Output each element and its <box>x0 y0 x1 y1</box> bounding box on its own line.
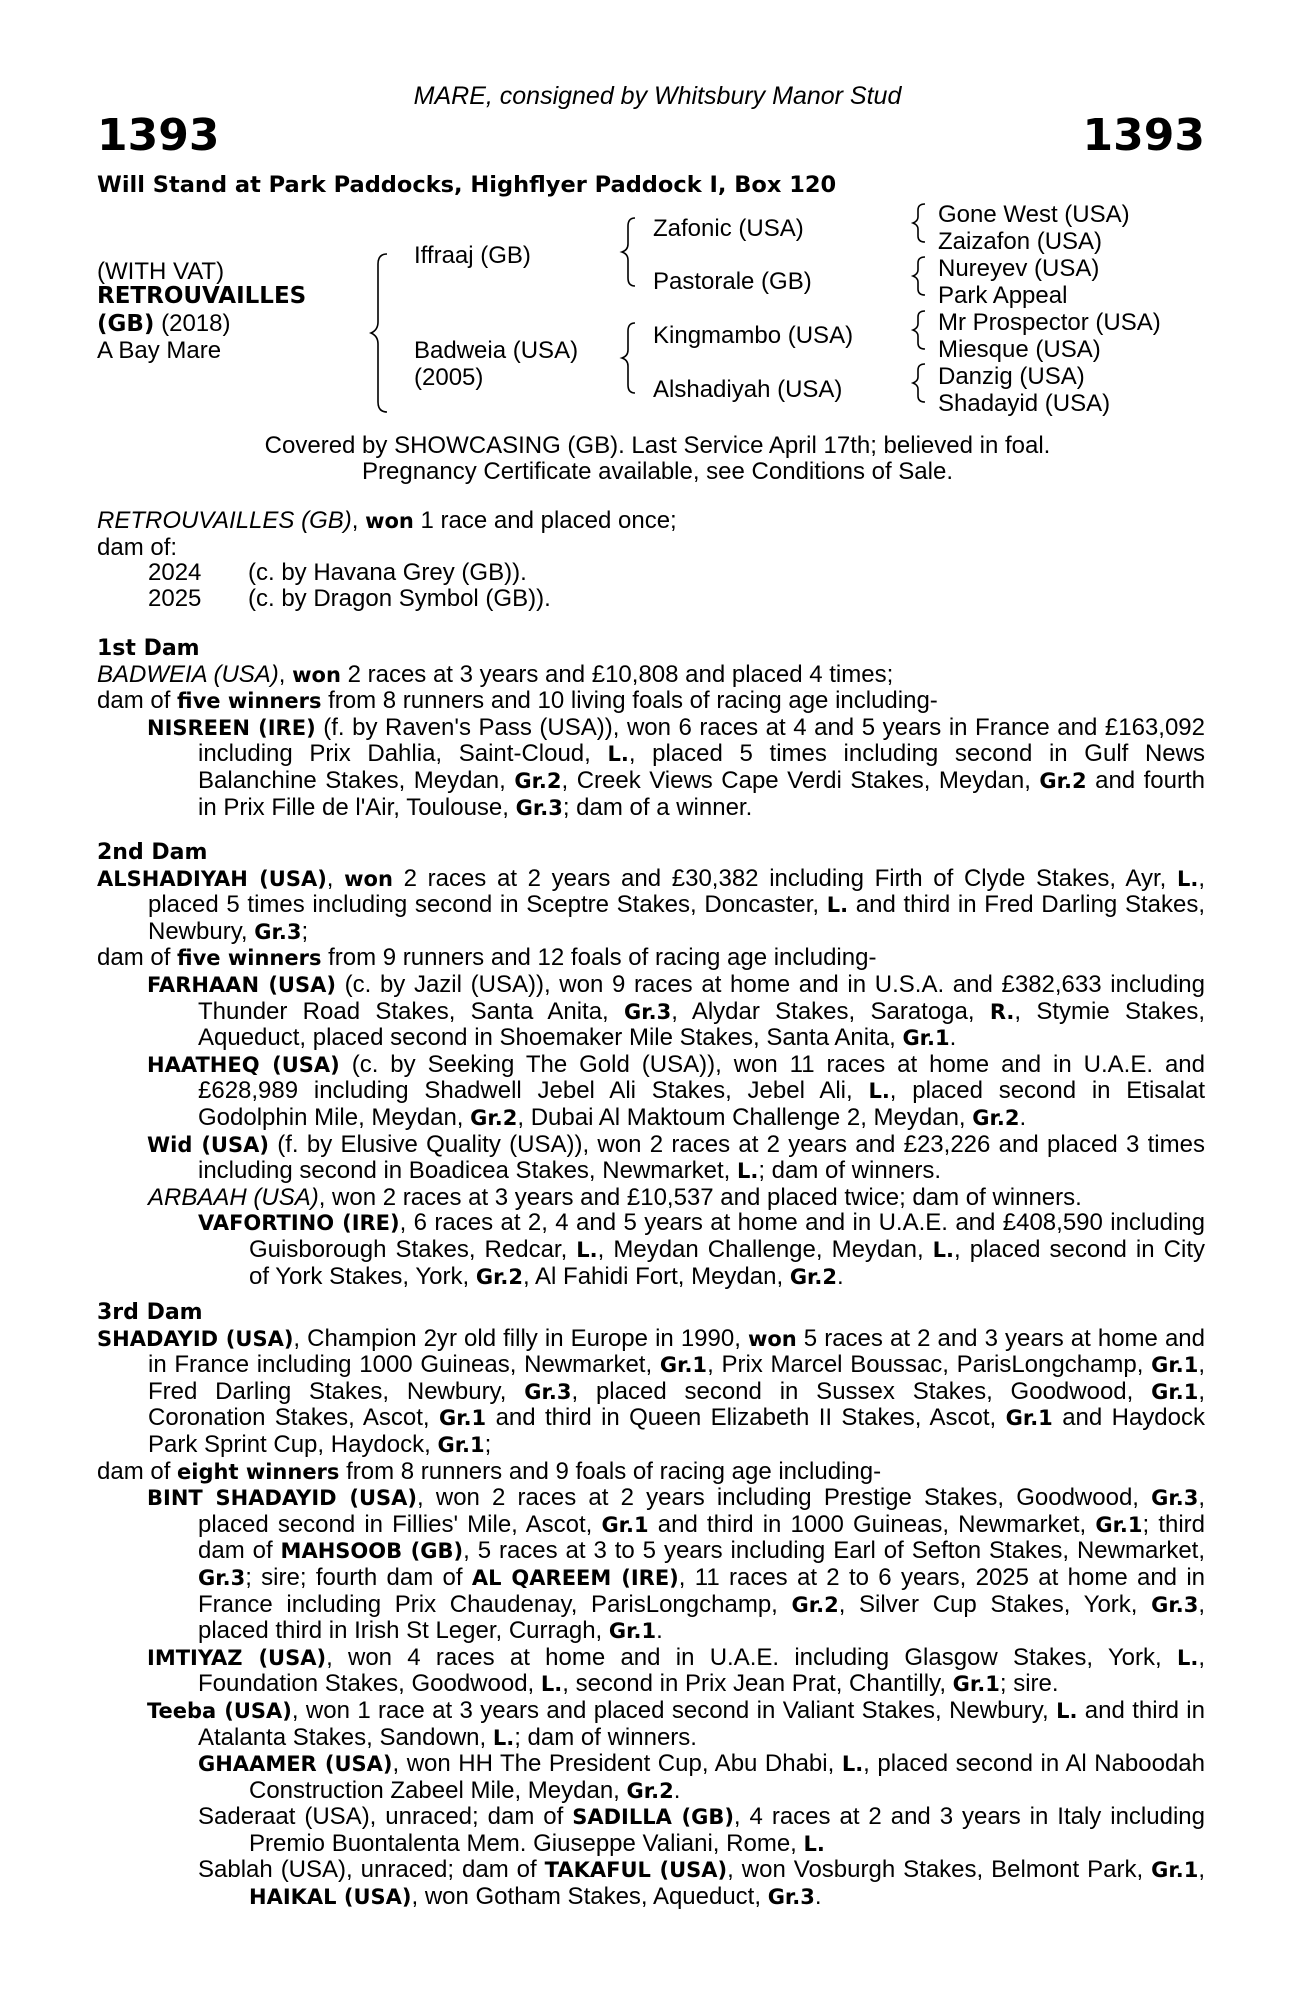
entry-text: Sablah (USA), unraced; dam of <box>198 1856 545 1884</box>
entry-text: , placed 5 times including second in Sceptre Stakes, Doncaster, <box>148 864 1205 919</box>
entry-text: , Coronation Stakes, Ascot, <box>148 1377 1205 1432</box>
entry-name: TAKAFUL (USA) <box>544 1858 728 1883</box>
entry-text: . <box>814 1883 822 1911</box>
entry-text: Saderaat (USA), unraced; dam of <box>198 1803 573 1831</box>
pedigree-sds: Nureyev (USA) <box>938 255 1100 282</box>
race-grade: L. <box>1176 1645 1199 1670</box>
third-dam-heading: 3rd Dam <box>97 1300 203 1325</box>
pedigree-sire: Iffraaj (GB) <box>414 242 531 269</box>
produce-entry <box>97 1185 1205 1211</box>
entry-text: , second in Prix Jean Prat, Chantilly, <box>562 1670 953 1698</box>
race-grade: L. <box>932 1237 955 1262</box>
brace-gen1 <box>371 254 387 412</box>
pedigree-sire-sire: Zafonic (USA) <box>653 215 804 242</box>
race-grade: Gr.1 <box>438 1406 487 1431</box>
produce-entry <box>97 1698 1205 1751</box>
race-grade: Gr.1 <box>659 1353 708 1378</box>
entry-name: VAFORTINO (IRE) <box>198 1211 400 1236</box>
horse-year: (2018) <box>154 310 231 337</box>
pedigree-dam: Badweia (USA) <box>414 337 579 364</box>
entry-text: , Silver Cup Stakes, York, <box>838 1590 1152 1618</box>
won-label: won <box>344 866 393 891</box>
produce-entry <box>97 715 1205 821</box>
entry-text: (f. by Raven's Pass (USA)), won 6 races at 4 and 5 years in France and £163,092 including Prix Dahlia, Saint-Cloud, <box>198 713 1205 768</box>
second-dam-heading: 2nd Dam <box>97 840 208 865</box>
entry-text: , placed second in Etisalat Godolphin Mile, Meydan, <box>198 1077 1205 1131</box>
entry-text: , Dubai Al Maktoum Challenge 2, Meydan, <box>517 1103 973 1131</box>
race-grade: Gr.3 <box>524 1379 572 1404</box>
entry-text: 5 races at 2 and 3 years at home and in France including 1000 Guineas, Newmarket, <box>148 1324 1206 1379</box>
race-grade: Gr.2 <box>626 1778 674 1803</box>
race-grade: Gr.2 <box>789 1264 838 1289</box>
pedigree-sdd: Park Appeal <box>938 282 1068 309</box>
second-dam-record: ALSHADIYAH (USA), won 2 races at 2 years and £30,382 including Firth of Clyde Stakes, Ayr, L., placed 5 times including second in Sceptre Stakes, Doncaster, L. and third in Fred Darling Stakes, Newbury, Gr.3; <box>97 864 1205 945</box>
first-dam-text: 2 races at 3 years and £10,808 and placed 4 times; <box>340 660 894 688</box>
entry-text: , won 4 races at home and in U.A.E. including Glasgow Stakes, York, <box>326 1643 1177 1671</box>
entry-text: , Prix Marcel Boussac, ParisLongchamp, <box>707 1351 1152 1379</box>
produce-row <box>97 560 1205 586</box>
race-grade: Gr.3 <box>624 999 672 1024</box>
horse-name: RETROUVAILLES <box>97 283 307 309</box>
entry-text: , placed third in Irish St Leger, Curragh, <box>198 1590 1206 1645</box>
record-text: 1 race and placed once; <box>413 507 677 534</box>
lot-number-right: 1393 <box>1082 110 1205 161</box>
dam-of-text: dam of <box>97 687 178 715</box>
entry-text: , 5 races at 3 to 5 years including Earl of Sefton Stakes, Newmarket, <box>463 1537 1206 1565</box>
race-grade: L. <box>492 1725 515 1750</box>
consignment-line: MARE, consigned by Whitsbury Manor Stud <box>413 82 902 110</box>
race-grade: Gr.2 <box>972 1105 1020 1130</box>
pedigree-dsd: Miesque (USA) <box>938 336 1101 363</box>
produce-text: (c. by Havana Grey (GB)). <box>248 559 527 587</box>
brace-sire <box>622 218 635 286</box>
produce-entry <box>97 1132 1205 1185</box>
entry-name: IMTIYAZ (USA) <box>147 1645 327 1670</box>
winners-count: five winners <box>177 946 322 971</box>
horse-description: A Bay Mare <box>97 337 222 364</box>
entry-text: , won 1 race at 3 years and placed second in Valiant Stakes, Newbury, <box>291 1696 1057 1724</box>
entry-text: , 11 races at 2 to 6 years, 2025 at home and in France including Prix Chaudenay, ParisLongchamp, <box>198 1563 1206 1618</box>
entry-text: , Fred Darling Stakes, Newbury, <box>148 1351 1206 1405</box>
race-grade: Gr.2 <box>470 1105 518 1130</box>
race-grade: Gr.1 <box>1151 1379 1199 1404</box>
dam-of-text: dam of <box>97 1457 178 1485</box>
covering-line-1: Covered by SHOWCASING (GB). Last Service April 17th; believed in foal. <box>264 432 1051 459</box>
entry-name: SADILLA (GB) <box>572 1805 734 1830</box>
covering-line-2: Pregnancy Certificate available, see Conditions of Sale. <box>362 458 953 485</box>
entry-text: , won 2 races at 3 years and £10,537 and placed twice; dam of winners. <box>318 1183 1082 1211</box>
second-dam-section <box>97 840 1205 1290</box>
stand-location: Will Stand at Park Paddocks, Highflyer Paddock I, Box 120 <box>97 172 837 198</box>
race-grade: L. <box>576 1237 598 1262</box>
pedigree-sire-dam: Pastorale (GB) <box>653 268 812 295</box>
race-grade: L. <box>540 1672 563 1697</box>
race-grade: Gr.1 <box>437 1432 485 1457</box>
race-grade: L. <box>841 1752 864 1777</box>
entry-text: and third in 1000 Guineas, Newmarket, <box>648 1510 1096 1538</box>
race-grade: Gr.2 <box>1039 768 1087 793</box>
entry-name: ARBAAH (USA) <box>148 1183 319 1211</box>
entry-text: , 4 races at 2 and 3 years in Italy including Premio Buontalenta Mem. Giuseppe Valiani, Rome, <box>249 1803 1205 1857</box>
race-grade: L. <box>826 893 849 918</box>
entry-text: , Meydan Challenge, Meydan, <box>597 1235 933 1263</box>
pedigree-ssd: Zaizafon (USA) <box>938 228 1103 255</box>
third-dam-record <box>97 1326 1205 1459</box>
produce-entry <box>97 1804 1205 1857</box>
entry-text: ; dam of winners. <box>758 1157 942 1185</box>
vat-note: (WITH VAT) <box>97 258 225 285</box>
entry-text: , <box>1198 1856 1206 1884</box>
entry-text: (c. by Jazil (USA)), won 9 races at home and in U.S.A. and £382,633 including Thunder Road Stakes, Santa Anita, <box>198 970 1205 1025</box>
entry-name: Teeba (USA) <box>147 1698 292 1723</box>
produce-entry <box>97 1210 1205 1290</box>
produce-entry <box>97 1857 1205 1910</box>
entry-text: and third in Fred Darling Stakes, Newbury, <box>148 891 1205 945</box>
produce-text: (c. by Dragon Symbol (GB)). <box>248 584 551 612</box>
race-grade: Gr.1 <box>1005 1406 1053 1431</box>
entry-text: , 6 races at 2, 4 and 5 years at home and in U.A.E. and £408,590 including Guisborough Stakes, Redcar, <box>249 1209 1205 1263</box>
winners-count: eight winners <box>177 1459 340 1484</box>
race-grade: Gr.2 <box>791 1592 839 1617</box>
entry-text: , placed second in Sussex Stakes, Goodwood, <box>571 1377 1152 1405</box>
race-grade: Gr.2 <box>514 768 562 793</box>
entry-name: HAIKAL (USA) <box>249 1885 412 1910</box>
entry-text: and third in Queen Elizabeth II Stakes, Ascot, <box>486 1404 1006 1432</box>
entry-name: MAHSOOB (GB) <box>280 1539 464 1564</box>
entry-text: ; dam of winners. <box>514 1723 697 1751</box>
entry-text: and fourth in Prix Fille de l'Air, Toulouse, <box>198 766 1206 821</box>
won-label: won <box>747 1326 797 1351</box>
dam-of-text: from 8 runners and 9 foals of racing age including- <box>339 1457 882 1485</box>
race-grade: L. <box>1056 1698 1078 1723</box>
entry-text: and Haydock Park Sprint Cup, Haydock, <box>148 1404 1206 1458</box>
entry-text: , won Gotham Stakes, Aqueduct, <box>411 1883 768 1911</box>
first-dam-section: 1st Dam BADWEIA (USA), won 2 races at 3 years and £10,808 and placed 4 times; dam of five winners from 8 runners and 10 living foals of racing age including- NISREEN (IRE) (f. by Raven's Pass (USA)), won 6 races at 4 and 5 years in France and £163,092 including Prix Dahlia, Saint-Cloud, L., placed 5 times including second in Gulf News Balanchine Stakes, Meydan, Gr.2, Creek Views Cape Verdi Stakes, Meydan, Gr.2 and fourth in Prix Fille de l'Air, Toulouse, Gr.3; dam of a winner. <box>97 636 1206 821</box>
record-won: won <box>365 509 414 533</box>
entry-text: . <box>673 1776 681 1804</box>
entry-text: . <box>1019 1103 1027 1131</box>
brace-sd <box>913 257 925 295</box>
entry-name: AL QAREEM (IRE) <box>471 1565 679 1590</box>
produce-entry <box>97 1052 1205 1132</box>
entry-text: , won Vosburgh Stakes, Belmont Park, <box>727 1856 1152 1884</box>
dam-of-text: from 8 runners and 10 living foals of racing age including- <box>321 687 938 715</box>
brace-dd <box>913 364 925 402</box>
race-record: RETROUVAILLES (GB), won 1 race and placed once; dam of: 2024 (c. by Havana Grey (GB)). 2025 (c. by Dragon Symbol (GB)). <box>97 508 1205 611</box>
entry-text: ; dam of a winner. <box>562 793 753 821</box>
dam-of-text: dam of <box>97 944 178 972</box>
entry-name: HAATHEQ (USA) <box>147 1052 340 1077</box>
race-grade: R. <box>989 999 1015 1024</box>
entry-text: . <box>949 1024 957 1052</box>
entry-text: . <box>837 1262 844 1290</box>
race-grade: L. <box>803 1831 825 1856</box>
entry-text: ; third dam of <box>198 1510 1205 1565</box>
first-dam-name: BADWEIA (USA) <box>97 660 279 688</box>
entry-text: ; <box>484 1430 492 1458</box>
entry-name: NISREEN (IRE) <box>147 715 316 740</box>
produce-entry <box>97 1645 1205 1698</box>
race-grade: L. <box>607 742 629 767</box>
entry-text: . <box>656 1617 663 1645</box>
entry-name: BINT SHADAYID (USA) <box>147 1486 418 1511</box>
entry-name: SHADAYID (USA) <box>97 1326 294 1351</box>
brace-ss <box>913 204 925 242</box>
produce-entry <box>97 1751 1205 1804</box>
entry-text: 2 races at 2 years and £30,382 including Firth of Clyde Stakes, Ayr, <box>392 864 1177 892</box>
race-grade: Gr.1 <box>1151 1353 1199 1378</box>
entry-text: , Stymie Stakes, Aqueduct, placed second in Shoemaker Mile Stakes, Santa Anita, <box>198 997 1205 1052</box>
pedigree-sss: Gone West (USA) <box>938 201 1130 228</box>
entry-text: , won 2 races at 2 years including Prestige Stakes, Goodwood, <box>417 1484 1152 1512</box>
winners-count: five winners <box>177 689 322 714</box>
race-grade: L. <box>868 1079 890 1104</box>
dam-of-text: from 9 runners and 12 foals of racing age including- <box>321 944 877 972</box>
entry-text: ; sire; fourth dam of <box>245 1563 472 1591</box>
record-dam-of: dam of: <box>97 533 178 561</box>
entry-text: , Al Fahidi Fort, Meydan, <box>523 1262 790 1290</box>
brace-ds <box>913 311 925 349</box>
produce-entry <box>97 972 1205 1052</box>
produce-entry <box>97 1485 1205 1645</box>
race-grade: Gr.3 <box>198 1565 246 1590</box>
first-dam-heading: 1st Dam <box>97 636 200 661</box>
first-dam-won: won <box>292 662 341 687</box>
race-grade: Gr.3 <box>1151 1592 1199 1617</box>
race-grade: Gr.1 <box>608 1619 657 1644</box>
horse-origin: (GB) <box>97 311 155 337</box>
produce-year: 2024 <box>148 559 202 587</box>
entry-name: Wid (USA) <box>147 1132 269 1157</box>
entry-text: ; <box>301 917 309 945</box>
race-grade: Gr.3 <box>254 919 302 944</box>
brace-dam <box>622 323 635 393</box>
entry-text: , Foundation Stakes, Goodwood, <box>198 1643 1205 1698</box>
entry-name: ALSHADIYAH (USA) <box>97 866 327 891</box>
entry-name: FARHAAN (USA) <box>147 972 336 997</box>
entry-text: ; sire. <box>999 1670 1059 1698</box>
produce-year: 2025 <box>148 584 202 612</box>
race-grade: Gr.1 <box>902 1026 950 1051</box>
entry-text: , placed second in Al Naboodah Construction Zabeel Mile, Meydan, <box>249 1750 1206 1804</box>
entry-text: and third in Atalanta Stakes, Sandown, <box>198 1696 1205 1751</box>
record-horse-name: RETROUVAILLES (GB) <box>97 507 352 534</box>
entry-text: (f. by Elusive Quality (USA)), won 2 races at 2 years and £23,226 and placed 3 times including second in Boadicea Stakes, Newmarket, <box>198 1130 1205 1185</box>
pedigree-dds: Danzig (USA) <box>938 363 1085 390</box>
entry-text: , Champion 2yr old filly in Europe in 1990, <box>293 1324 748 1352</box>
entry-name: GHAAMER (USA) <box>198 1752 393 1777</box>
race-grade: Gr.2 <box>475 1264 524 1289</box>
race-grade: Gr.3 <box>515 795 563 820</box>
produce-row <box>97 586 1205 612</box>
race-grade: Gr.3 <box>1151 1486 1199 1511</box>
race-grade: Gr.1 <box>1095 1512 1143 1537</box>
entry-text: , Creek Views Cape Verdi Stakes, Meydan, <box>561 766 1040 794</box>
pedigree-dam-dam: Alshadiyah (USA) <box>653 376 843 403</box>
pedigree-dam-year: (2005) <box>414 364 484 391</box>
race-grade: Gr.1 <box>1151 1858 1199 1883</box>
entry-text: (c. by Seeking The Gold (USA)), won 11 races at home and in U.A.E. and £628,989 including Shadwell Jebel Ali Stakes, Jebel Ali, <box>198 1050 1206 1105</box>
entry-text: , Alydar Stakes, Saratoga, <box>671 997 990 1025</box>
pedigree-ddd: Shadayid (USA) <box>938 390 1111 417</box>
race-grade: Gr.1 <box>601 1512 649 1537</box>
third-dam-section <box>97 1300 1205 1911</box>
entry-text: , won HH The President Cup, Abu Dhabi, <box>392 1750 842 1778</box>
entry-text: , placed second in Fillies' Mile, Ascot, <box>198 1484 1205 1538</box>
entry-text: , placed second in City of York Stakes, York, <box>249 1235 1205 1290</box>
race-grade: L. <box>736 1159 759 1184</box>
entry-text: , placed 5 times including second in Gulf News Balanchine Stakes, Meydan, <box>198 740 1205 794</box>
race-grade: Gr.3 <box>767 1885 815 1910</box>
race-grade: L. <box>1176 866 1199 891</box>
lot-number-left: 1393 <box>97 110 220 161</box>
race-grade: Gr.1 <box>952 1672 1000 1697</box>
pedigree-dam-sire: Kingmambo (USA) <box>653 322 854 349</box>
pedigree-dss: Mr Prospector (USA) <box>938 309 1161 336</box>
